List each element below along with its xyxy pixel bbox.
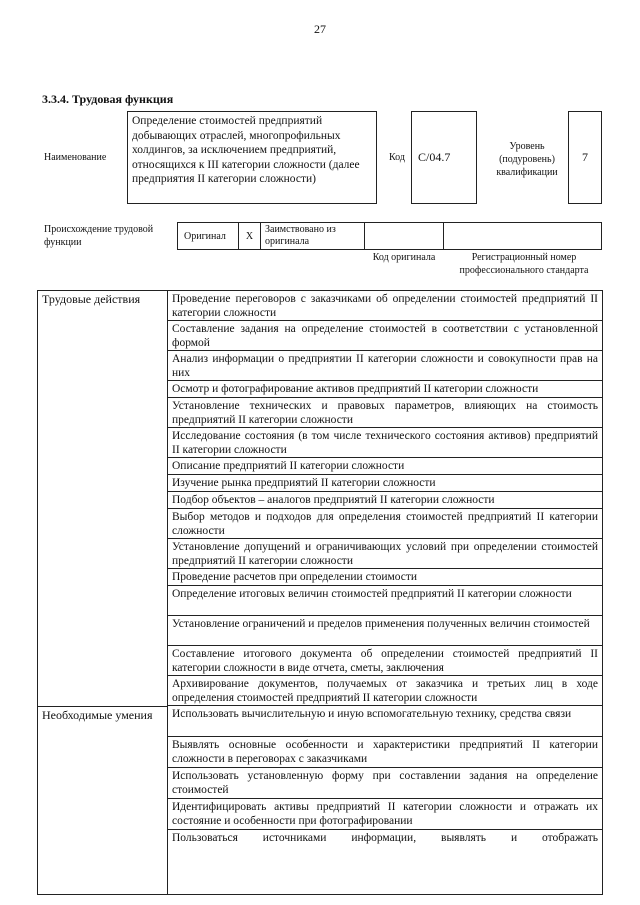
name-label: Наименование (44, 152, 107, 163)
action-item: Описание предприятий II категории сложности (168, 458, 602, 475)
function-name-box: Определение стоимостей предприятий добывающих отраслей, многопрофильных холдингов, за исключением предприятий, относящихся к III категории сложности (далее предприятия II категории сложности) (127, 111, 377, 204)
skill-item: Идентифицировать активы предприятий II категории сложности и отражать их состояние и особенности при фотографировании (168, 799, 602, 830)
action-item: Изучение рынка предприятий II категории сложности (168, 475, 602, 492)
action-item: Проведение переговоров с заказчиками об определении стоимостей предприятий II категории сложности (168, 291, 602, 321)
origin-row (177, 222, 602, 250)
code-label: Код (389, 152, 405, 163)
origin-borrowed-cell: Заимствовано из оригинала (261, 223, 365, 249)
action-item: Архивирование документов, получаемых от заказчика и третьих лиц в ходе определения стоимостей предприятий II категории сложности (168, 676, 602, 706)
code-original-label: Код оригинала (372, 252, 436, 263)
action-item: Определение итоговых величин стоимостей предприятий II категории сложности (168, 586, 602, 616)
action-item: Составление задания на определение стоимостей в соответствии с установленной формой (168, 321, 602, 351)
skill-item: Пользоваться источниками информации, выявлять и отображать (172, 832, 598, 844)
origin-reg-cell (444, 223, 601, 249)
origin-mark-cell: X (239, 223, 261, 249)
action-item: Установление допущений и ограничивающих условий при определении стоимостей предприятий II категории сложности (168, 539, 602, 569)
action-item: Проведение расчетов при определении стоимости (168, 569, 602, 586)
items-column (168, 291, 602, 850)
action-item: Выбор методов и подходов для определения стоимостей предприятий II категории сложности (168, 509, 602, 539)
action-item: Составление итогового документа об определении стоимостей предприятий II категории сложности в виде отчета, сметы, заключения (168, 646, 602, 676)
section-title: 3.3.4. Трудовая функция (42, 92, 174, 106)
skill-item: Использовать установленную форму при составлении задания на определение стоимостей (168, 768, 602, 799)
action-item: Осмотр и фотографирование активов предприятий II категории сложности (168, 381, 602, 398)
skill-item: Использовать вычислительную и иную вспомогательную технику, средства связи (168, 706, 602, 737)
category-column (38, 291, 168, 894)
page-number: 27 (314, 22, 326, 36)
action-item: Исследование состояния (в том числе технического состояния активов) предприятий II категории сложности (168, 428, 602, 458)
level-label: Уровень (подуровень) квалификации (496, 141, 558, 178)
actions-category: Трудовые действия (42, 292, 141, 306)
action-item: Подбор объектов – аналогов предприятий II категории сложности (168, 492, 602, 509)
action-item: Установление технических и правовых параметров, влияющих на стоимость предприятий II категории сложности (168, 398, 602, 428)
code-box: С/04.7 (411, 111, 477, 204)
skill-item: Выявлять основные особенности и характеристики предприятий II категории сложности в переговорах с заказчиками (168, 737, 602, 768)
labor-function-table (37, 290, 603, 895)
action-item: Анализ информации о предприятии II категории сложности и совокупности прав на них (168, 351, 602, 381)
action-item: Установление ограничений и пределов применения полученных величин стоимостей (168, 616, 602, 646)
skills-category: Необходимые умения (38, 706, 167, 895)
origin-code-cell (365, 223, 444, 249)
origin-label: Происхождение трудовой функции (44, 224, 154, 248)
level-box: 7 (568, 111, 602, 204)
reg-number-label: Регистрационный номер профессионального стандарта (459, 252, 589, 276)
origin-original-cell: Оригинал (178, 223, 239, 249)
